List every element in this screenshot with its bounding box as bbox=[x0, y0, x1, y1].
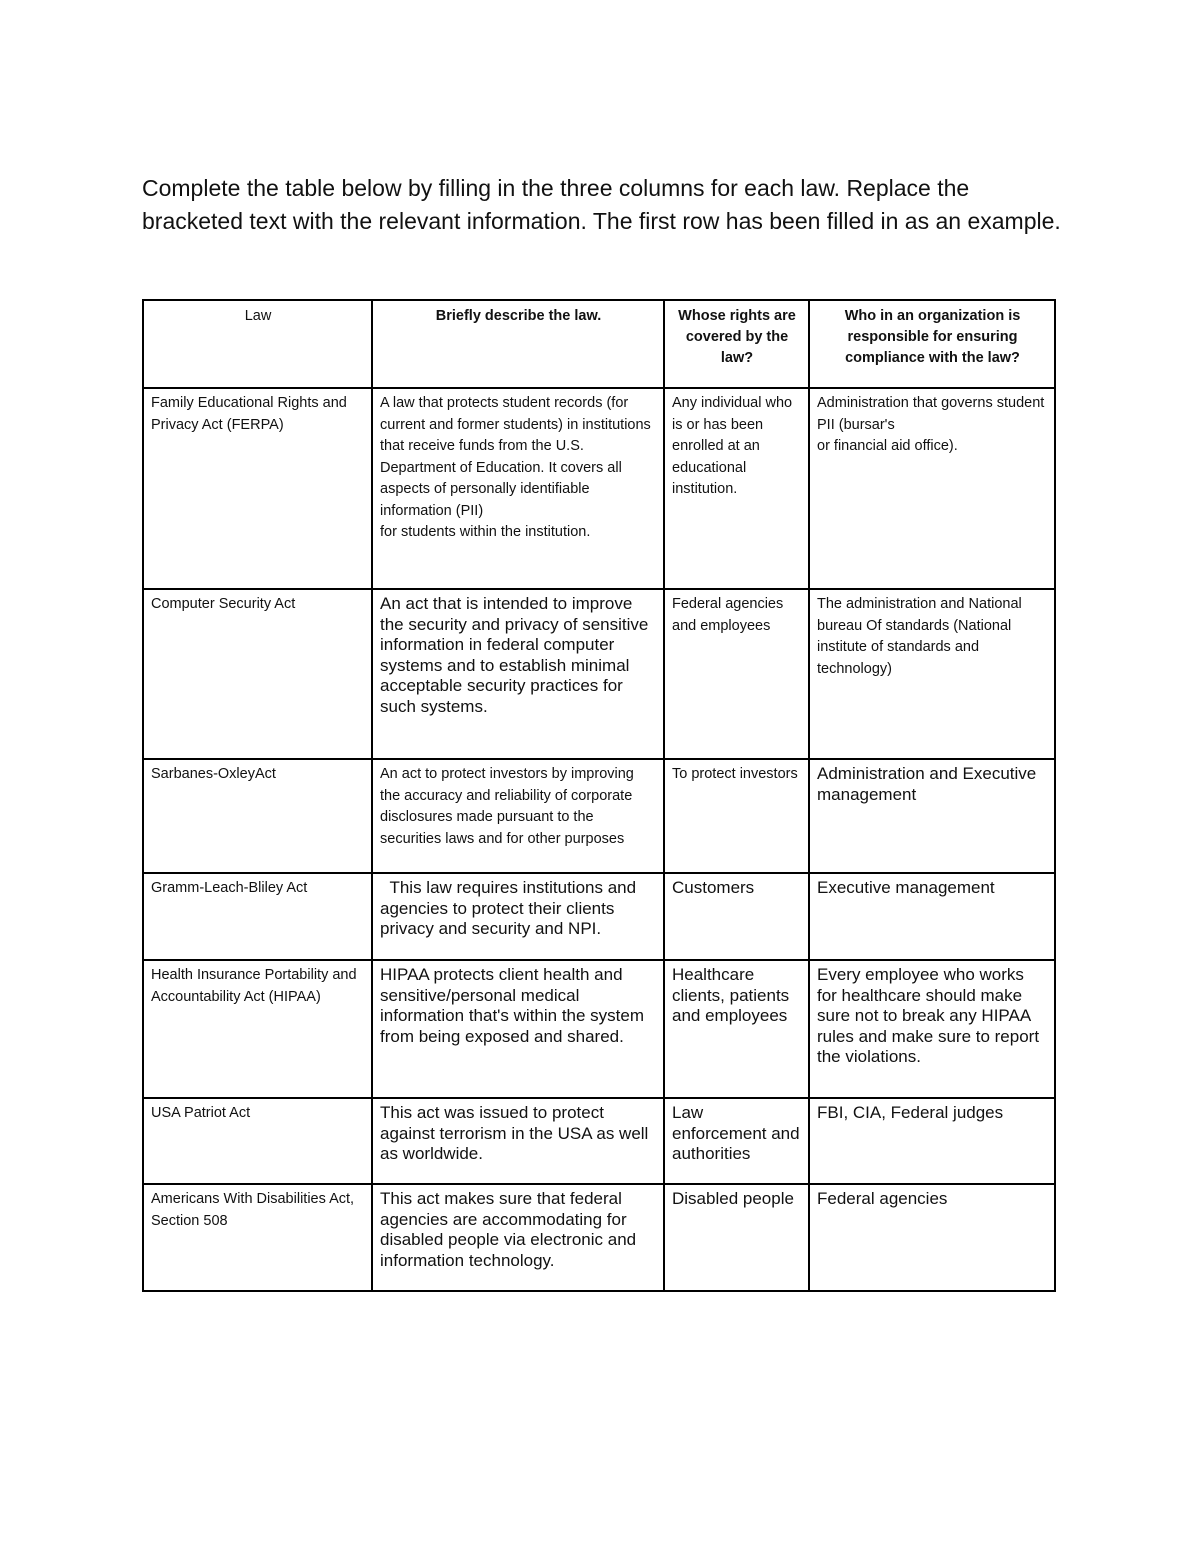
header-description: Briefly describe the law. bbox=[372, 300, 664, 388]
law-description: An act to protect investors by improving the accuracy and reliability of corporate disclosures made pursuant to the securities laws and for other purposes bbox=[372, 759, 664, 873]
responsible-party: Federal agencies bbox=[809, 1184, 1055, 1291]
header-whose-rights: Whose rights are covered by the law? bbox=[664, 300, 809, 388]
law-description: An act that is intended to improve the security and privacy of sensitive information in federal computer systems and to establish minimal acceptable security practices for such systems. bbox=[372, 589, 664, 759]
law-name: Health Insurance Portability and Accountability Act (HIPAA) bbox=[143, 960, 372, 1098]
law-name: Family Educational Rights and Privacy Act (FERPA) bbox=[143, 388, 372, 589]
table-row bbox=[143, 873, 1055, 960]
responsible-party: The administration and National bureau Of standards (National institute of standards and technology) bbox=[809, 589, 1055, 759]
whose-rights: Customers bbox=[664, 873, 809, 960]
header-law: Law bbox=[143, 300, 372, 388]
whose-rights: Law enforcement and authorities bbox=[664, 1098, 809, 1184]
law-name: USA Patriot Act bbox=[143, 1098, 372, 1184]
responsible-party: Administration that governs student PII (bursar's or financial aid office). bbox=[809, 388, 1055, 589]
table-row bbox=[143, 1184, 1055, 1291]
law-description: This law requires institutions and agencies to protect their clients privacy and security and NPI. bbox=[372, 873, 664, 960]
header-responsible: Who in an organization is responsible for ensuring compliance with the law? bbox=[809, 300, 1055, 388]
law-description: HIPAA protects client health and sensitive/personal medical information that's within the system from being exposed and shared. bbox=[372, 960, 664, 1098]
law-name: Sarbanes-OxleyAct bbox=[143, 759, 372, 873]
law-name: Americans With Disabilities Act, Section 508 bbox=[143, 1184, 372, 1291]
table-row bbox=[143, 1098, 1055, 1184]
law-description: A law that protects student records (for current and former students) in institutions that receive funds from the U.S. Department of Education. It covers all aspects of personally identifiable information (PII) for students within the institution. bbox=[372, 388, 664, 589]
whose-rights: Disabled people bbox=[664, 1184, 809, 1291]
whose-rights: Any individual who is or has been enrolled at an educational institution. bbox=[664, 388, 809, 589]
instructions-text: Complete the table below by filling in the three columns for each law. Replace the bracketed text with the relevant information. The first row has been filled in as an example. bbox=[142, 175, 1061, 234]
law-name: Computer Security Act bbox=[143, 589, 372, 759]
responsible-party: Every employee who works for healthcare should make sure not to break any HIPAA rules and make sure to report the violations. bbox=[809, 960, 1055, 1098]
table-row bbox=[143, 960, 1055, 1098]
whose-rights: Healthcare clients, patients and employees bbox=[664, 960, 809, 1098]
law-description: This act was issued to protect against terrorism in the USA as well as worldwide. bbox=[372, 1098, 664, 1184]
table-row bbox=[143, 388, 1055, 589]
table-header-row bbox=[143, 300, 1055, 388]
responsible-party: Executive management bbox=[809, 873, 1055, 960]
law-name: Gramm-Leach-Bliley Act bbox=[143, 873, 372, 960]
responsible-party: FBI, CIA, Federal judges bbox=[809, 1098, 1055, 1184]
table-row bbox=[143, 589, 1055, 759]
laws-table bbox=[142, 299, 1056, 1292]
whose-rights: Federal agencies and employees bbox=[664, 589, 809, 759]
whose-rights: To protect investors bbox=[664, 759, 809, 873]
responsible-party: Administration and Executive management bbox=[809, 759, 1055, 873]
law-description: This act makes sure that federal agencies are accommodating for disabled people via electronic and information technology. bbox=[372, 1184, 664, 1291]
table-row bbox=[143, 759, 1055, 873]
